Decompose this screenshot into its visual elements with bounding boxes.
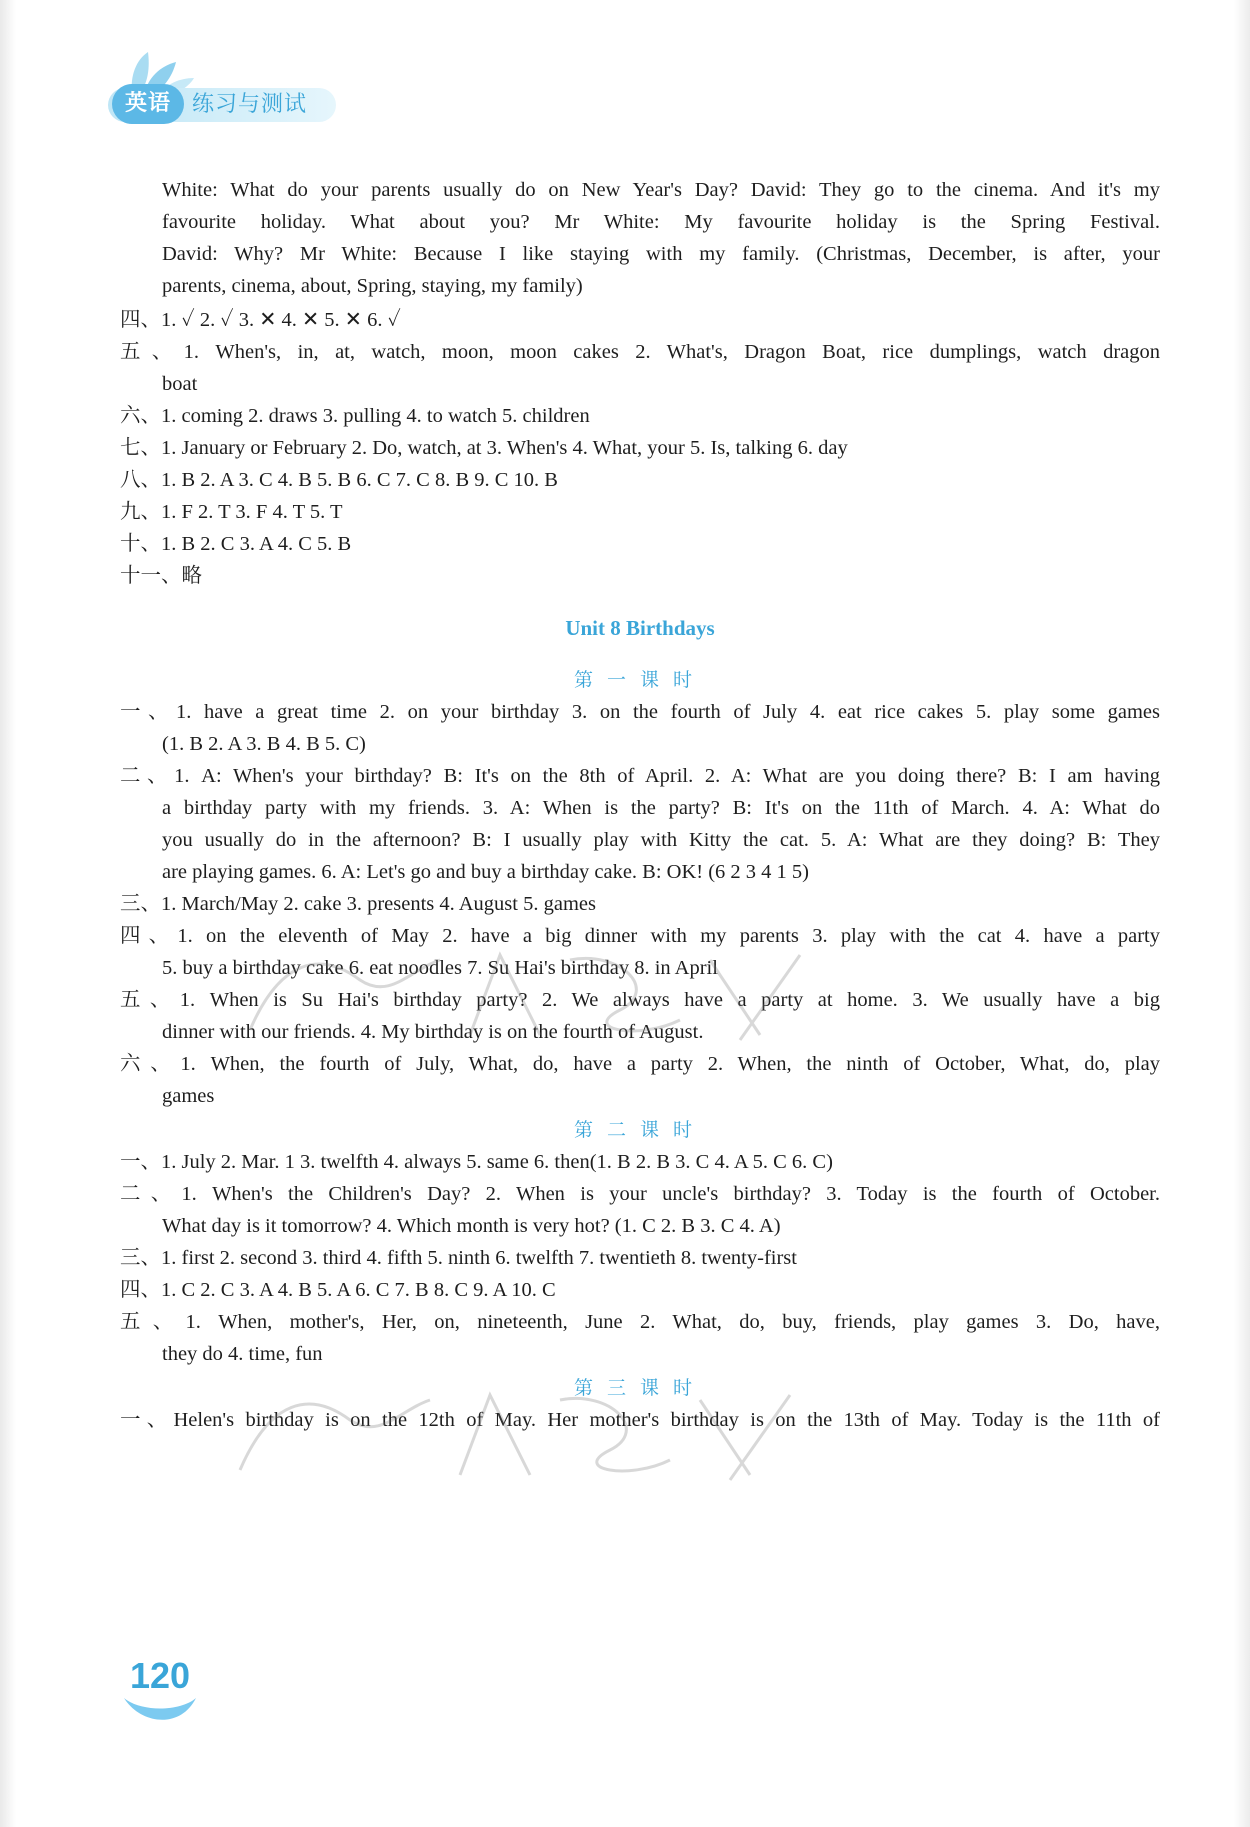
text-line: 二、1. When's the Children's Day? 2. When is your uncle's birthday? 3. Today is the fourth of October. <box>120 1183 1160 1205</box>
text-line: 七、1. January or February 2. Do, watch, at 3. When's 4. What, your 5. Is, talking 6. day <box>120 437 848 459</box>
text-line: (1. B 2. A 3. B 4. B 5. C) <box>162 733 366 755</box>
text-line: a birthday party with my friends. 3. A: When is the party? B: It's on the 11th of March. 4. A: What do <box>162 797 1160 819</box>
text-line: games <box>162 1085 215 1107</box>
page-number: 120 <box>130 1655 191 1696</box>
lesson-title: 第一课时 <box>573 669 706 691</box>
lesson-title: 第三课时 <box>573 1377 706 1399</box>
text-line: dinner with our friends. 4. My birthday is on the fourth of August. <box>162 1021 704 1043</box>
text-line: favourite holiday. What about you? Mr White: My favourite holiday is the Spring Festival. <box>162 211 1160 233</box>
text-line: 5. buy a birthday cake 6. eat noodles 7. Su Hai's birthday 8. in April <box>162 957 718 979</box>
text-line: 四、1. on the eleventh of May 2. have a big dinner with my parents 3. play with the cat 4. have a party <box>120 925 1160 947</box>
header-banner <box>108 44 340 124</box>
text-line: 五、1. When, mother's, Her, on, nineteenth, June 2. What, do, buy, friends, play games 3. Do, have, <box>120 1311 1160 1333</box>
text-line: 十、1. B 2. C 3. A 4. C 5. B <box>120 533 352 555</box>
text-line: 五、1. When's, in, at, watch, moon, moon cakes 2. What's, Dragon Boat, rice dumplings, watch dragon <box>120 341 1160 363</box>
text-line: they do 4. time, fun <box>162 1343 323 1365</box>
text-line: 二、1. A: When's your birthday? B: It's on the 8th of April. 2. A: What are you doing there? B: I am having <box>120 765 1160 787</box>
text-line: 一、1. July 2. Mar. 1 3. twelfth 4. always 5. same 6. then(1. B 2. B 3. C 4. A 5. C 6. C) <box>120 1151 833 1173</box>
page-edge-right <box>1234 0 1250 1827</box>
page-edge-left <box>0 0 16 1827</box>
text-line: 四、1. ✓ 2. ✓ 3. ✕ 4. ✕ 5. ✕ 6. ✓ <box>120 309 401 331</box>
text-line: 八、1. B 2. A 3. C 4. B 5. B 6. C 7. C 8. B 9. C 10. B <box>120 469 558 491</box>
text-line: What day is it tomorrow? 4. Which month is very hot? (1. C 2. B 3. C 4. A) <box>162 1215 781 1237</box>
text-line: boat <box>162 373 198 395</box>
text-line: 六、1. When, the fourth of July, What, do, have a party 2. When, the ninth of October, What, do, play <box>120 1053 1160 1075</box>
text-line: 一、1. have a great time 2. on your birthday 3. on the fourth of July 4. eat rice cakes 5. play some games <box>120 701 1160 723</box>
text-line: 五、1. When is Su Hai's birthday party? 2. We always have a party at home. 3. We usually have a big <box>120 989 1160 1011</box>
text-line: White: What do your parents usually do on New Year's Day? David: They go to the cinema. And it's my <box>162 179 1160 201</box>
text-line: you usually do in the afternoon? B: I usually play with Kitty the cat. 5. A: What are they doing? B: They <box>162 829 1160 851</box>
text-line: parents, cinema, about, Spring, staying, my family) <box>162 275 583 297</box>
series-title: 练习与测试 <box>192 92 308 117</box>
lesson-title: 第二课时 <box>573 1119 706 1141</box>
text-line: 九、1. F 2. T 3. F 4. T 5. T <box>120 501 343 523</box>
text-line: 三、1. March/May 2. cake 3. presents 4. August 5. games <box>120 893 596 915</box>
text-line: 六、1. coming 2. draws 3. pulling 4. to watch 5. children <box>120 405 590 427</box>
page-leaf-icon <box>120 1694 200 1728</box>
text-line: 三、1. first 2. second 3. third 4. fifth 5. ninth 6. twelfth 7. twentieth 8. twenty-first <box>120 1247 797 1269</box>
text-line: David: Why? Mr White: Because I like staying with my family. (Christmas, December, is after, your <box>162 243 1160 265</box>
subject-label: 英语 <box>112 84 184 124</box>
text-line: are playing games. 6. A: Let's go and buy a birthday cake. B: OK! (6 2 3 4 1 5) <box>162 861 810 883</box>
unit-title: Unit 8 Birthdays <box>565 616 715 640</box>
text-line: 十一、略 <box>120 565 202 587</box>
text-line: 四、1. C 2. C 3. A 4. B 5. A 6. C 7. B 8. C 9. A 10. C <box>120 1279 556 1301</box>
text-line: 一、Helen's birthday is on the 12th of May. Her mother's birthday is on the 13th of May. Today is the 11th of <box>120 1409 1160 1431</box>
